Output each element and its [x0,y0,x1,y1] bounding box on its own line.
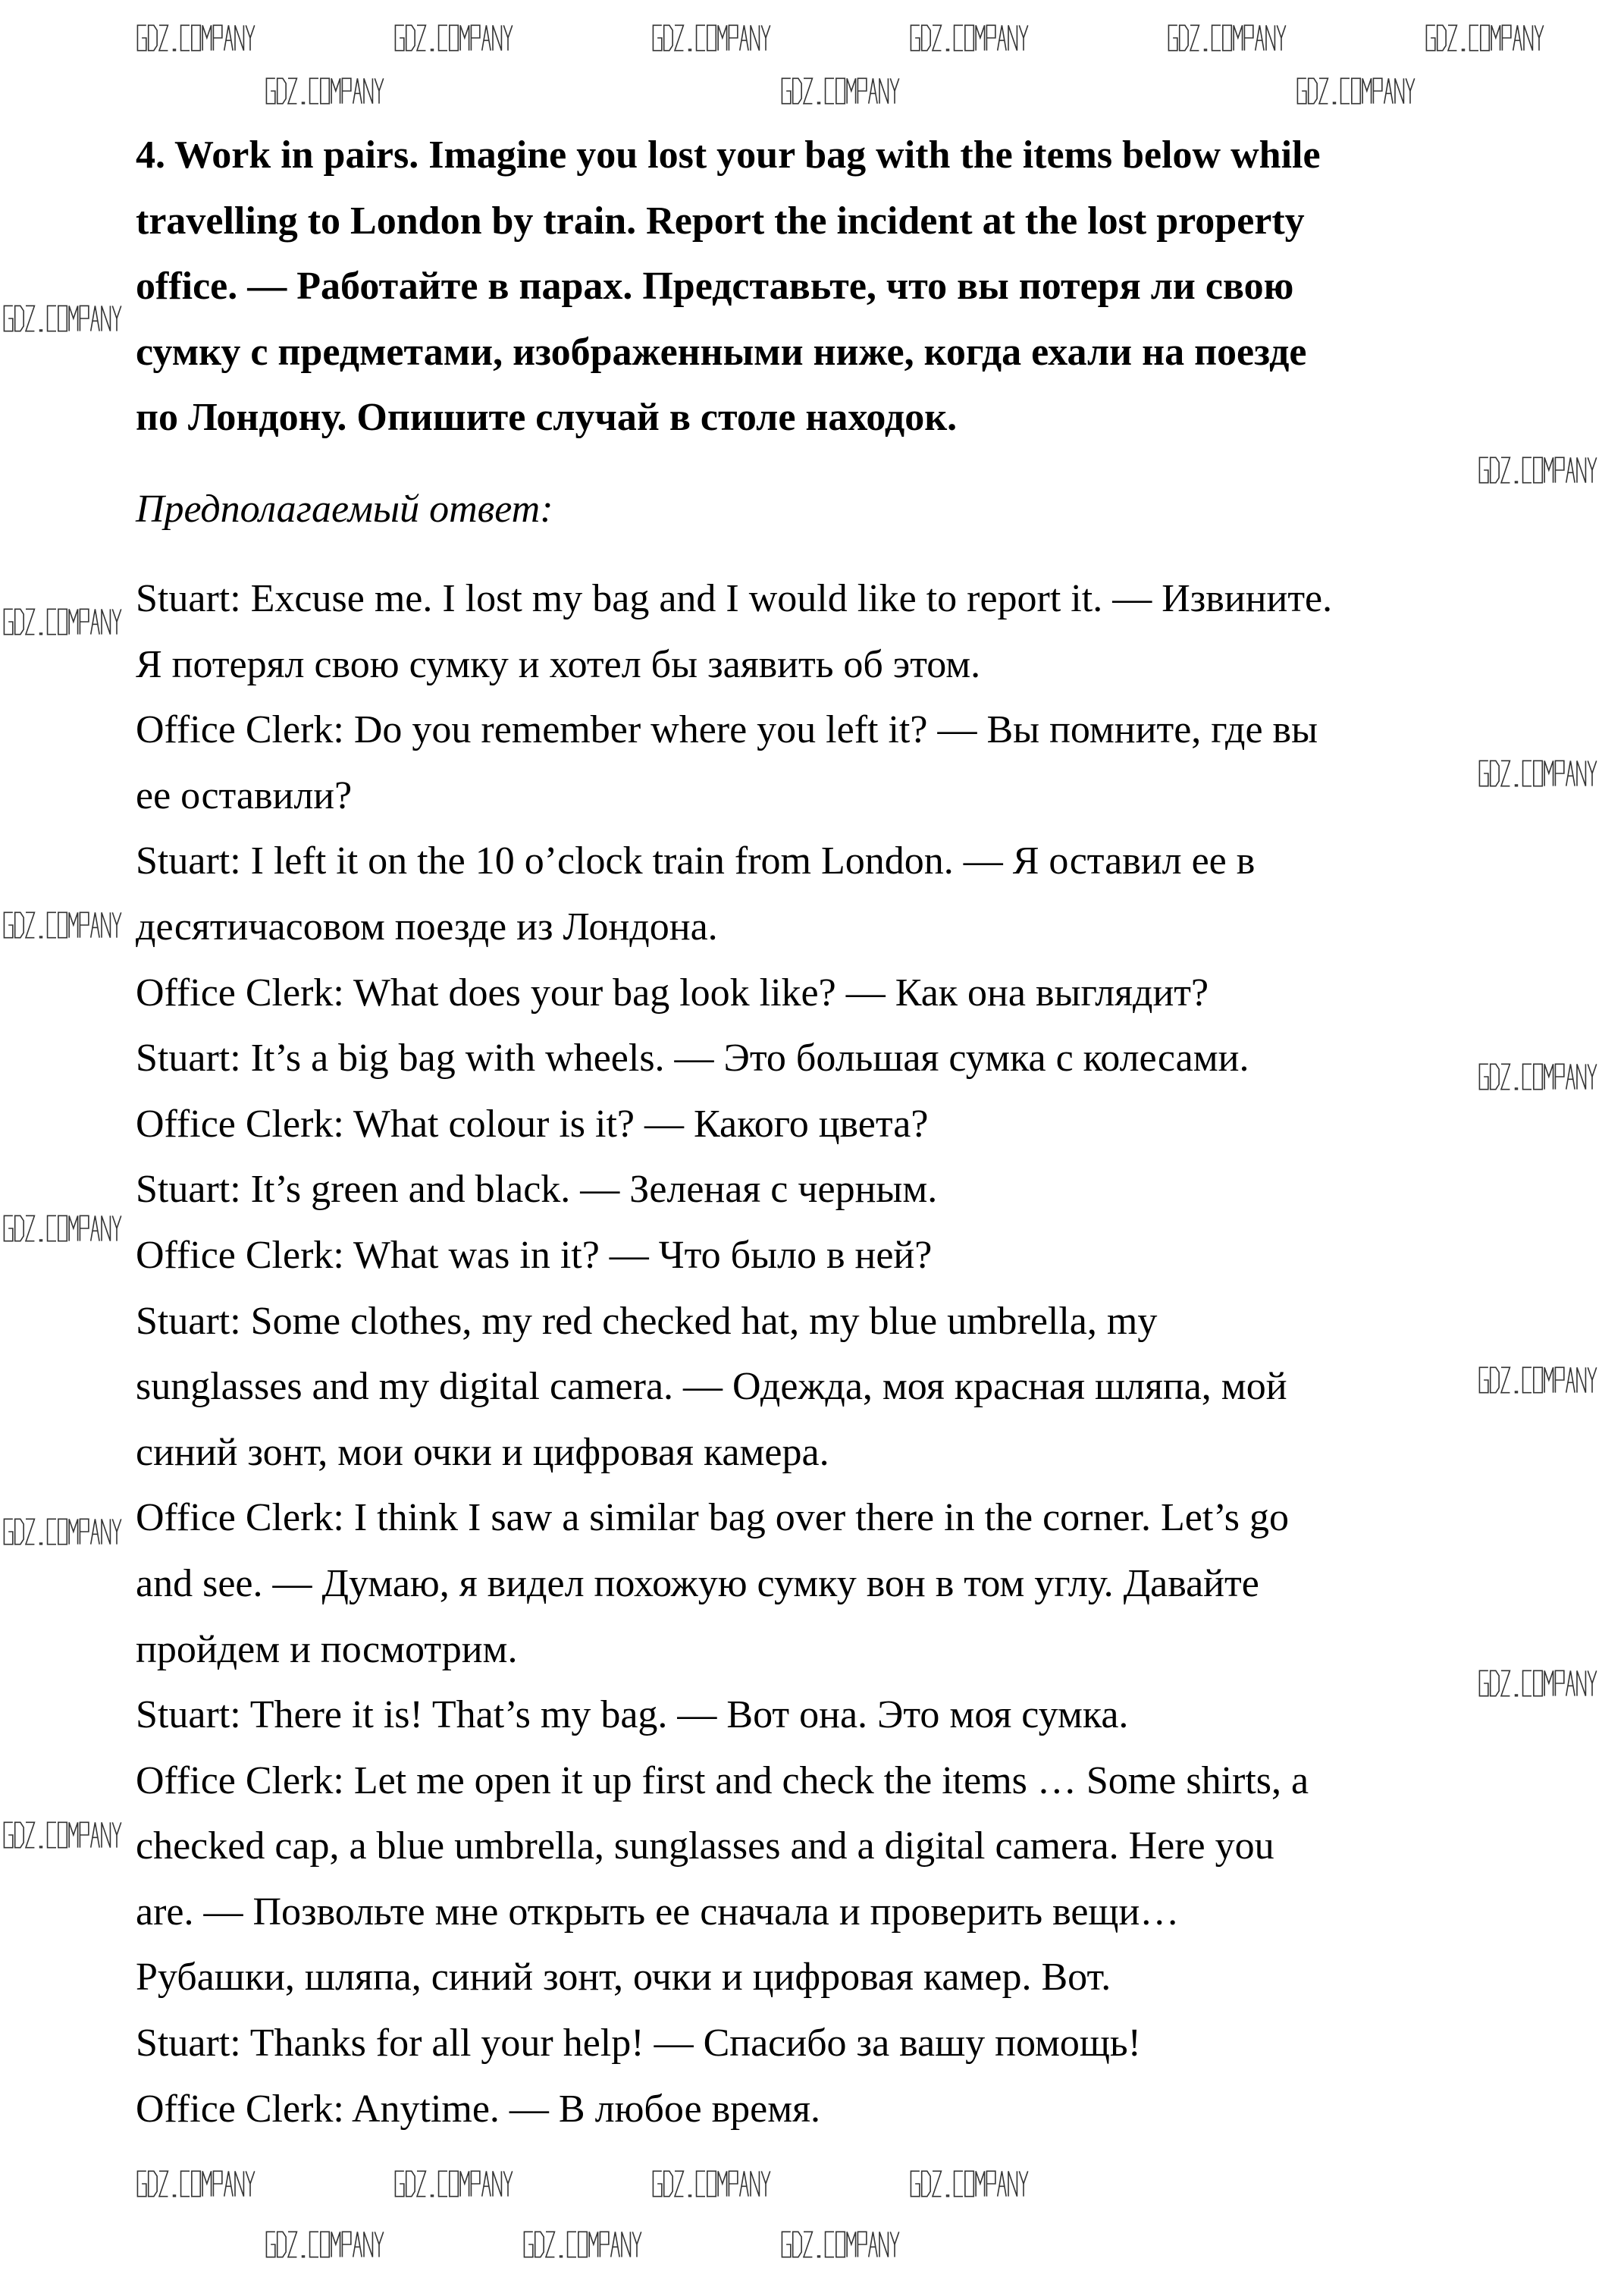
watermark-lettering [1168,25,1285,50]
watermark-lettering [137,25,254,50]
dialog-line: Office Clerk: What colour is it? — Какого цвета? [136,1102,929,1146]
dialog-line: Stuart: Thanks for all your help! — Спасибо за вашу помощь! [136,2022,1141,2065]
watermark-logo [910,2169,1031,2199]
task-line: office. — Работайте в парах. Представьте, что вы потеря ли свою [136,265,1294,309]
dialog-line: Stuart: There it is! That’s my bag. — Вот она. Это моя сумка. [136,1693,1129,1737]
task-line: 4. Work in pairs. Imagine you lost your bag with the items below while [136,133,1321,177]
watermark-logo [1478,758,1600,789]
dialog-line: and see. — Думаю, я видел похожую сумку вон в том углу. Давайте [136,1561,1259,1605]
watermark-lettering [782,2232,898,2257]
task-line: по Лондону. Опишите случай в столе находок. [136,396,958,440]
watermark-logo [3,303,124,334]
watermark-logo [3,910,124,940]
watermark-logo [781,76,902,106]
watermark-logo [136,23,258,53]
watermark-lettering [395,25,512,50]
dialog-line: Office Clerk: What does your bag look like? — Как она выглядит? [136,971,1209,1015]
answer-label [136,477,1470,543]
watermark-logo [652,2169,773,2199]
watermark-lettering [1479,1064,1596,1089]
dialog-line: Office Clerk: Let me open it up first and check the items … Some shirts, a [136,1758,1309,1802]
dialog-line: Stuart: It’s a big bag with wheels. — Это большая сумка с колесами. [136,1037,1249,1081]
dialog-line: пройдем и посмотрим. [136,1627,518,1671]
watermark-lettering [911,2171,1027,2196]
answer-label-text: Предполагаемый ответ: [136,488,553,531]
task-instructions [136,123,1470,451]
watermark-lettering [782,78,898,103]
watermark-logo [3,1517,124,1547]
watermark-lettering [653,25,770,50]
watermark-lettering [911,25,1027,50]
dialog-line: десятичасовом поезде из Лондона. [136,905,718,949]
dialog-text [136,566,1470,2142]
watermark-lettering [4,306,121,331]
watermark-logo [3,1820,124,1850]
watermark-logo [1478,455,1600,485]
watermark-lettering [4,912,121,937]
dialog-line: Рубашки, шляпа, синий зонт, очки и цифровая камер. Вот. [136,1956,1111,2000]
watermark-logo [910,23,1031,53]
watermark-logo [1478,1062,1600,1092]
watermark-logo [1296,76,1418,106]
watermark-lettering [395,2171,512,2196]
task-line: сумку с предметами, изображенными ниже, когда ехали на поезде [136,330,1307,374]
watermark-logo [3,607,124,637]
dialog-line: are. — Позвольте мне открыть ее сначала и проверить вещи… [136,1890,1180,1934]
watermark-lettering [266,2232,383,2257]
watermark-logo [1478,1365,1600,1395]
watermark-lettering [1479,1367,1596,1392]
watermark-lettering [1479,761,1596,786]
watermark-lettering [1426,25,1543,50]
watermark-lettering [4,1822,121,1847]
watermark-lettering [4,609,121,634]
task-line: travelling to London by train. Report the incident at the lost property [136,199,1305,243]
watermark-logo [394,23,516,53]
watermark-lettering [524,2232,641,2257]
watermark-logo [265,76,387,106]
watermark-logo [1168,23,1289,53]
dialog-line: Office Clerk: I think I saw a similar bag over there in the corner. Let’s go [136,1496,1289,1540]
watermark-lettering [4,1215,121,1241]
watermark-lettering [653,2171,770,2196]
dialog-line: синий зонт, мои очки и цифровая камера. [136,1430,829,1474]
watermark-logo [781,2229,902,2260]
dialog-line: Stuart: It’s green and black. — Зеленая с черным. [136,1168,938,1212]
watermark-logo [265,2229,387,2260]
watermark-logo [523,2229,644,2260]
watermark-lettering [137,2171,254,2196]
watermark-lettering [266,78,383,103]
watermark-logo [652,23,773,53]
dialog-line: ее оставили? [136,773,353,817]
dialog-line: Office Clerk: Anytime. — В любое время. [136,2087,821,2131]
dialog-line: sunglasses and my digital camera. — Одежда, моя красная шляпа, мой [136,1365,1287,1409]
watermark-logo [136,2169,258,2199]
dialog-line: checked cap, a blue umbrella, sunglasses and a digital camera. Here you [136,1824,1274,1868]
watermark-logo [394,2169,516,2199]
watermark-logo [3,1213,124,1244]
watermark-lettering [1479,1670,1596,1695]
watermark-lettering [1479,457,1596,482]
watermark-logo [1478,1668,1600,1698]
dialog-line: Stuart: I left it on the 10 o’clock train from London. — Я оставил ее в [136,839,1256,883]
watermark-lettering [4,1519,121,1544]
dialog-line: Stuart: Excuse me. I lost my bag and I would like to report it. — Извините. [136,577,1333,620]
watermark-lettering [1297,78,1414,103]
dialog-line: Office Clerk: Do you remember where you left it? — Вы помните, где вы [136,708,1318,752]
watermark-logo [1425,23,1547,53]
dialog-line: Office Clerk: What was in it? — Что было в ней? [136,1233,933,1277]
dialog-line: Stuart: Some clothes, my red checked hat, my blue umbrella, my [136,1299,1158,1343]
dialog-line: Я потерял свою сумку и хотел бы заявить об этом. [136,642,981,686]
